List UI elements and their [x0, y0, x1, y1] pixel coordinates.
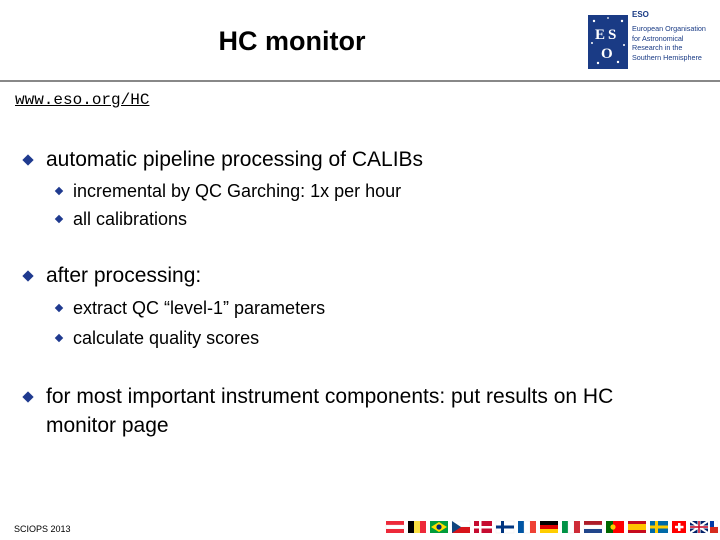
bullet-text: automatic pipeline processing of CALIBs [46, 148, 424, 171]
flag-austria-icon [386, 521, 404, 533]
flag-portugal-icon [606, 521, 624, 533]
flag-netherlands-icon [584, 521, 602, 533]
sub-bullet-text: calculate quality scores [73, 328, 260, 348]
flag-sweden-icon [650, 521, 668, 533]
flag-chile-icon [710, 521, 718, 533]
bullet-diamond-icon [22, 391, 33, 402]
flag-spain-icon [628, 521, 646, 533]
member-state-flags [384, 518, 718, 534]
sub-bullet-diamond-icon [55, 215, 63, 223]
header-divider [0, 80, 720, 82]
flag-denmark-icon [474, 521, 492, 533]
sub-bullet-text: extract QC “level-1” parameters [73, 298, 326, 318]
flag-switzerland-icon [672, 521, 686, 533]
eso-emblem-icon [588, 15, 628, 69]
sub-bullet-diamond-icon [55, 187, 63, 195]
slide-title: HC monitor [218, 26, 366, 56]
flag-finland-icon [496, 521, 514, 533]
flag-germany-icon [540, 521, 558, 533]
bullet-diamond-icon [22, 154, 33, 165]
sub-bullet-diamond-icon [55, 304, 63, 312]
logo-acronym: ESO [632, 10, 649, 19]
bullet-diamond-icon [22, 270, 33, 281]
sub-bullet-text: all calibrations [73, 209, 188, 229]
logo-org-line: Research in the [632, 43, 683, 52]
bullet-text: after processing: [46, 264, 202, 287]
logo-org-line: for Astronomical [632, 33, 684, 43]
hc-monitor-link[interactable]: www.eso.org/HC [15, 91, 150, 109]
flag-belgium-icon [408, 521, 426, 533]
logo-org-line: European Organisation [632, 24, 706, 33]
logo-organisation-name [632, 24, 714, 62]
footer-label: SCIOPS 2013 [14, 524, 71, 534]
logo-org-line: Southern Hemisphere [632, 52, 702, 62]
svg-text:O: O [601, 46, 613, 62]
svg-text:S: S [608, 27, 617, 43]
flag-france-icon [518, 521, 536, 533]
sub-bullet-text: incremental by QC Garching: 1x per hour [73, 181, 402, 201]
sub-bullet-diamond-icon [55, 334, 63, 342]
bullet-text-continuation: monitor page [46, 414, 169, 437]
flag-italy-icon [562, 521, 580, 533]
flag-czech-icon [452, 521, 470, 533]
flag-uk-icon [690, 521, 708, 533]
svg-text:E: E [595, 27, 606, 43]
flag-brazil-icon [430, 521, 448, 533]
bullet-text: for most important instrument components: put results on HC [46, 385, 614, 408]
eso-logo [588, 8, 716, 66]
